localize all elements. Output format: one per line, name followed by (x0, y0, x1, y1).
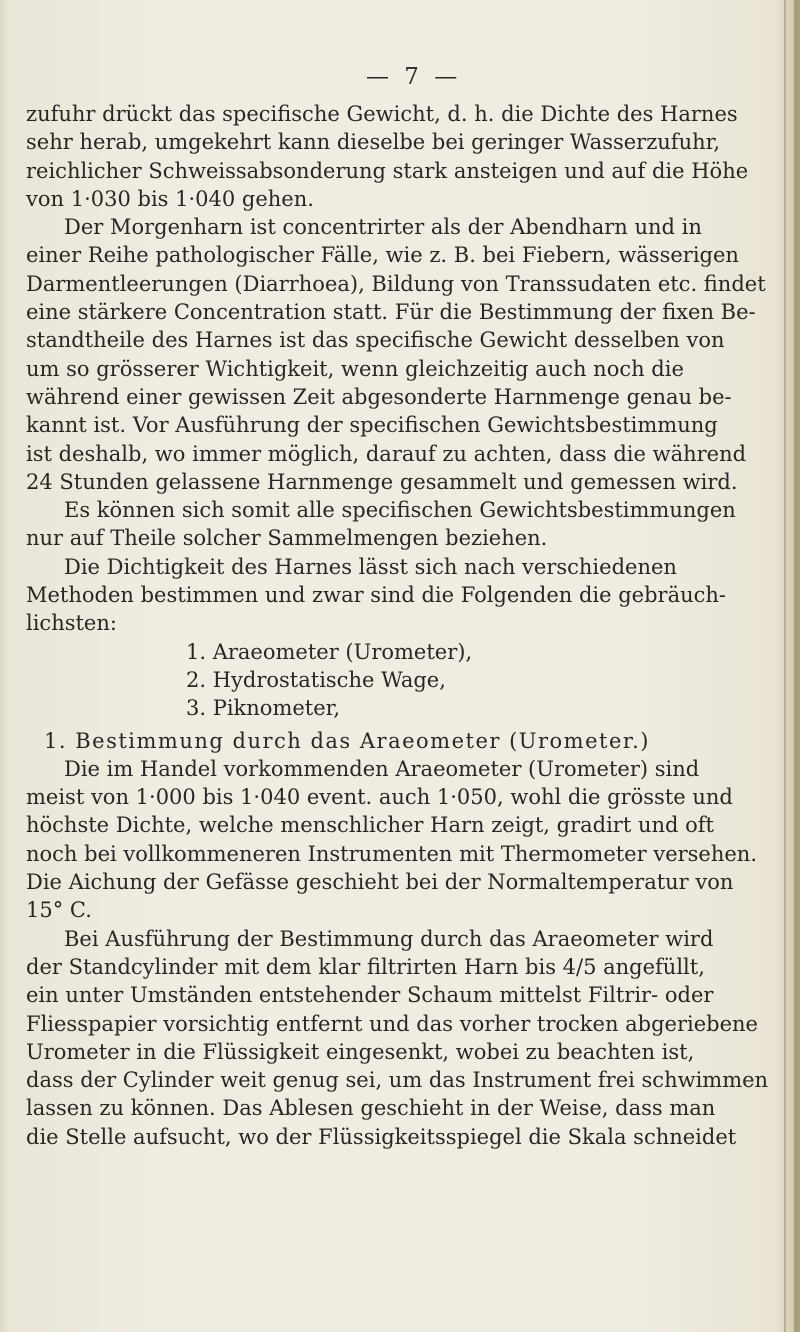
text-line: Urometer in die Flüssigkeit eingesenkt, wobei zu beachten ist, (26, 1039, 695, 1064)
text-line: 15° C. (26, 898, 92, 923)
gutter-shadow (794, 0, 800, 1332)
text-line: 24 Stunden gelassene Harnmenge gesammelt und gemessen wird. (26, 469, 738, 494)
section-heading: 1. Bestimmung durch das Araeometer (Urometer.) (44, 728, 650, 753)
method-list-item: 1. Araeometer (Urometer), (186, 639, 473, 664)
text-line: ein unter Umständen entstehender Schaum mittelst Filtrir- oder (26, 983, 714, 1008)
text-line: Der Morgenharn ist concentrirter als der Abendharn und in (64, 215, 702, 240)
text-line: Die Aichung der Gefässe geschieht bei der Normaltemperatur von (26, 870, 734, 895)
text-line: nur auf Theile solcher Sammelmengen beziehen. (26, 526, 548, 551)
text-line: noch bei vollkommeneren Instrumenten mit Thermometer versehen. (26, 841, 758, 866)
method-list-item: 2. Hydrostatische Wage, (186, 667, 446, 692)
text-line: einer Reihe pathologischer Fälle, wie z. B. bei Fiebern, wässerigen (26, 243, 739, 268)
text-line: sehr herab, umgekehrt kann dieselbe bei geringer Wasserzufuhr, (26, 130, 721, 155)
text-line: lassen zu können. Das Ablesen geschieht in der Weise, dass man (26, 1096, 716, 1121)
text-line: ist deshalb, wo immer möglich, darauf zu achten, dass die während (26, 441, 747, 466)
text-line: Fliesspapier vorsichtig entfernt und das vorher trocken abgeriebene (26, 1011, 758, 1036)
text-line: Methoden bestimmen und zwar sind die Folgenden die gebräuch- (26, 583, 726, 608)
text-line: von 1·030 bis 1·040 gehen. (26, 186, 314, 211)
text-line: zufuhr drückt das specifische Gewicht, d. h. die Dichte des Harnes (26, 102, 738, 126)
text-line: Es können sich somit alle specifischen Gewichtsbestimmungen (64, 498, 736, 523)
text-line: Darmentleerungen (Diarrhoea), Bildung von Transsudaten etc. findet (26, 271, 766, 296)
text-line: um so grösserer Wichtigkeit, wenn gleichzeitig auch noch die (26, 356, 684, 381)
text-line: meist von 1·000 bis 1·040 event. auch 1·050, wohl die grösste und (26, 785, 733, 810)
text-line: während einer gewissen Zeit abgesonderte Harnmenge genau be- (26, 384, 732, 409)
page-number: — 7 — (366, 64, 462, 90)
body-text (26, 100, 769, 1151)
text-line: dass der Cylinder weit genug sei, um das Instrument frei schwimmen (26, 1068, 769, 1093)
text-line: lichsten: (26, 611, 117, 636)
text-line: standtheile des Harnes ist das specifische Gewicht desselben von (26, 328, 725, 353)
text-line: der Standcylinder mit dem klar filtrirten Harn bis 4/5 angefüllt, (26, 954, 705, 979)
text-line: höchste Dichte, welche menschlicher Harn zeigt, gradirt und oft (26, 813, 714, 838)
text-line: kannt ist. Vor Ausführung der specifischen Gewichtsbestimmung (26, 413, 718, 438)
text-line: Die im Handel vorkommenden Araeometer (Urometer) sind (64, 756, 700, 781)
gutter-line (784, 0, 786, 1332)
method-list-item: 3. Piknometer, (186, 696, 341, 721)
text-line: eine stärkere Concentration statt. Für die Bestimmung der fixen Be- (26, 300, 756, 325)
text-line: die Stelle aufsucht, wo der Flüssigkeitsspiegel die Skala schneidet (26, 1124, 737, 1149)
page-edge-shadow (0, 0, 8, 1332)
text-line: Bei Ausführung der Bestimmung durch das Araeometer wird (64, 926, 714, 951)
text-line: Die Dichtigkeit des Harnes lässt sich nach verschiedenen (64, 554, 677, 579)
text-line: reichlicher Schweissabsonderung stark ansteigen und auf die Höhe (26, 158, 749, 183)
